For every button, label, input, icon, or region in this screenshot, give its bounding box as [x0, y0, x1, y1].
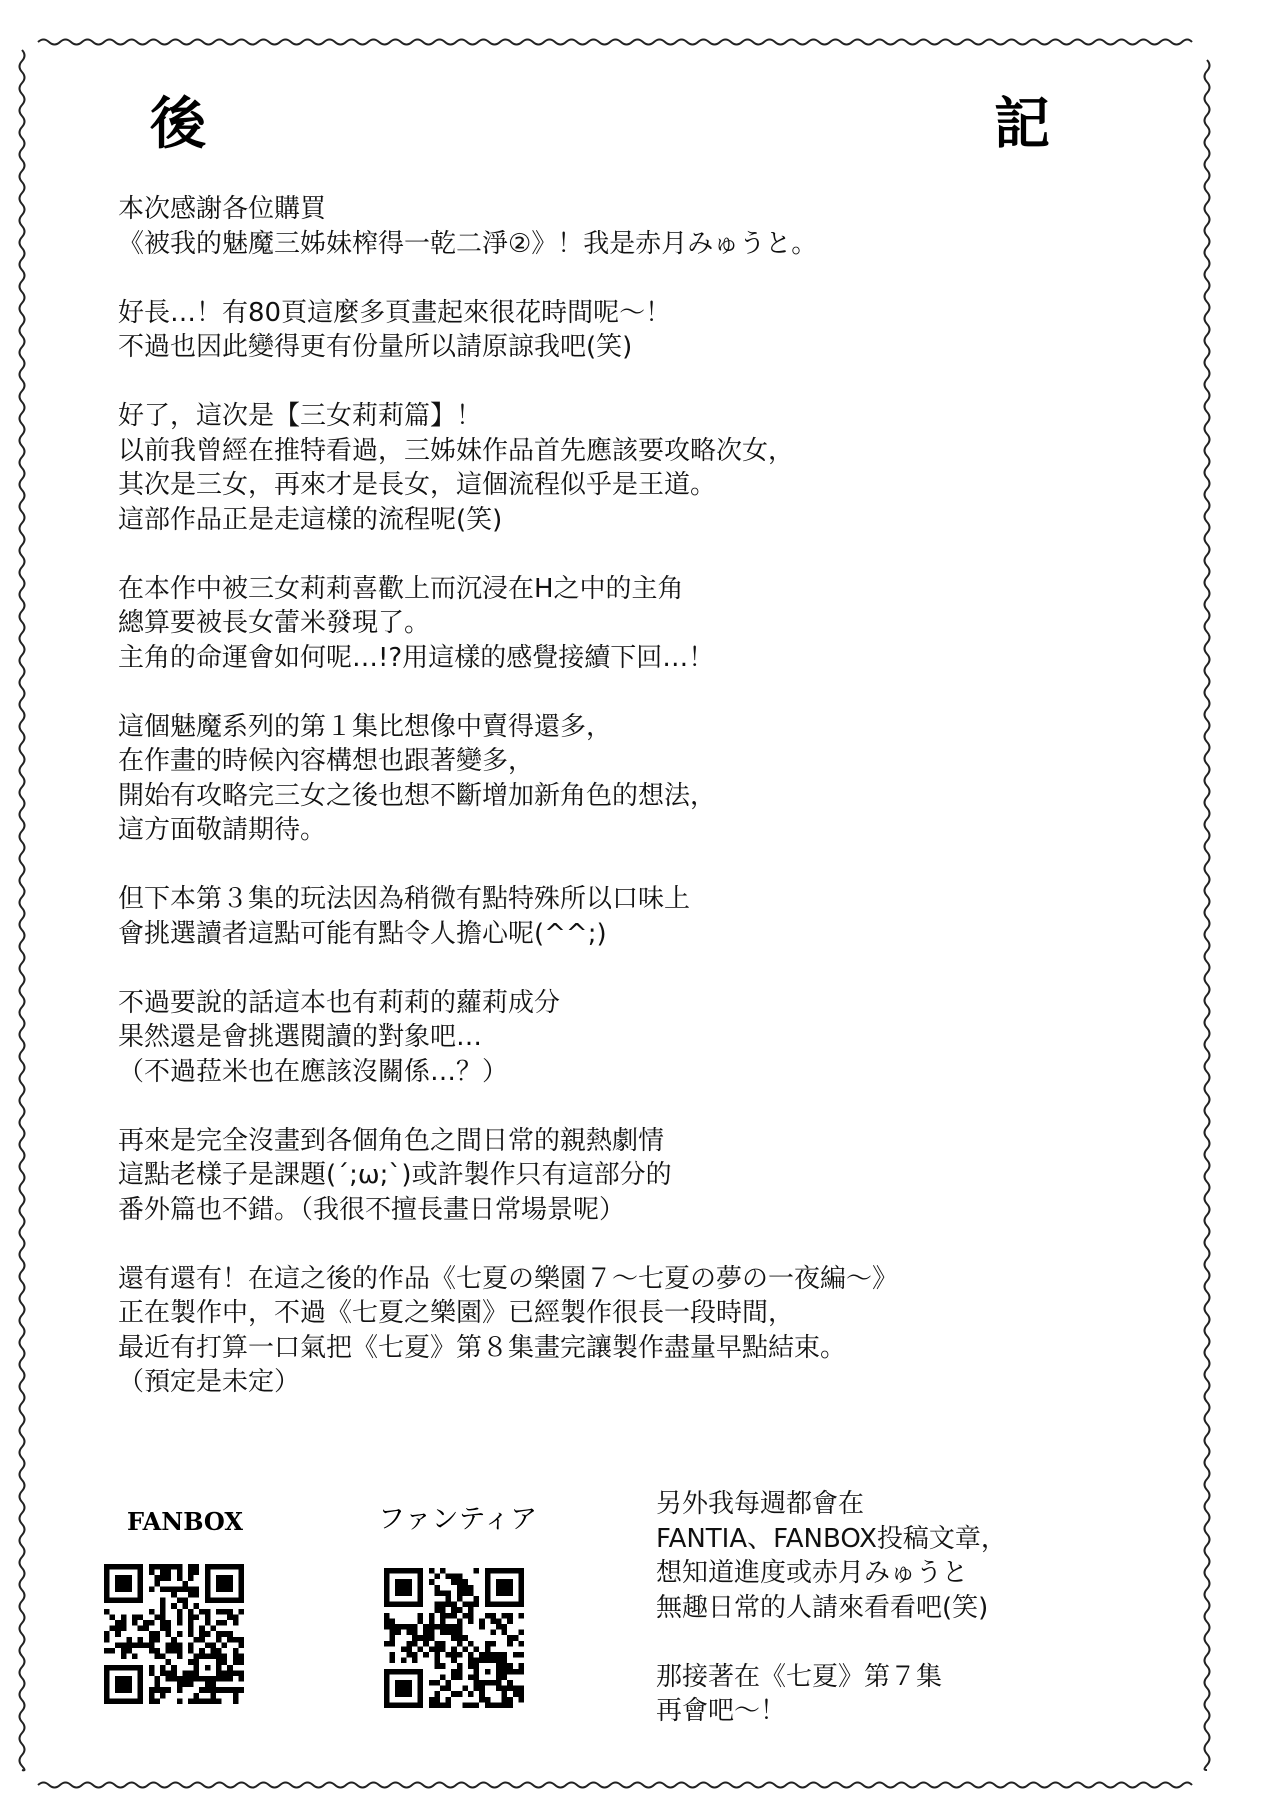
wavy-border-top: [38, 40, 1192, 45]
paragraph: [118, 710, 1118, 848]
side-note-paragraph: [656, 1487, 1116, 1625]
paragraph: [118, 986, 1118, 1090]
text-line: FANTIA、FANBOX投稿文章，: [656, 1523, 1007, 1554]
text-line: 開始有攻略完三女之後也想不斷增加新角色的想法，: [118, 780, 717, 811]
fanbox-label: FANBOX: [127, 1507, 244, 1536]
text-line: 這部作品正是走這樣的流程呢(笑): [118, 504, 503, 535]
text-line: （不過菈米也在應該沒關係…？）: [118, 1056, 509, 1087]
side-note-paragraph: [656, 1660, 1116, 1729]
wavy-border-right: [1205, 60, 1210, 1770]
text-line: 想知道進度或赤月みゅうと: [656, 1558, 969, 1588]
text-line: 再會吧～！: [656, 1696, 787, 1726]
text-line: 主角的命運會如何呢…!?用這樣的感覺接續下回…！: [118, 642, 715, 673]
text-line: 那接著在《七夏》第７集: [656, 1661, 943, 1692]
wavy-border-left: [20, 50, 25, 1770]
title-left-char: 後: [150, 91, 206, 157]
text-line: 好了，這次是【三女莉莉篇】！: [118, 401, 483, 431]
text-line: 不過要說的話這本也有莉莉的蘿莉成分: [118, 987, 561, 1018]
afterword-body: [118, 192, 1118, 1434]
text-line: 本次感謝各位購買: [118, 194, 327, 224]
text-line: 但下本第３集的玩法因為稍微有點特殊所以口味上: [118, 884, 691, 914]
text-line: 在本作中被三女莉莉喜歡上而沉浸在H之中的主角: [118, 573, 684, 604]
text-line: 《被我的魅魔三姊妹榨得一乾二淨②》！我是赤月みゅうと。: [118, 228, 818, 259]
text-line: 正在製作中，不過《七夏之樂園》已經製作很長一段時間，: [118, 1298, 795, 1328]
text-line: 會挑選讀者這點可能有點令人擔心呢(^^;): [118, 918, 607, 949]
text-line: 這個魅魔系列的第１集比想像中賣得還多，: [118, 711, 613, 742]
text-line: 不過也因此變得更有份量所以請原諒我吧(笑): [118, 332, 633, 362]
text-line: 這方面敬請期待。: [118, 815, 327, 845]
wavy-border-bottom: [38, 1783, 1192, 1788]
paragraph: [118, 192, 1118, 261]
paragraph: [118, 882, 1118, 951]
title-right-char: 記: [994, 91, 1050, 157]
fantia-qr-code[interactable]: [384, 1568, 524, 1708]
text-line: 總算要被長女蕾米發現了。: [118, 608, 431, 638]
text-line: 在作畫的時候內容構想也跟著變多，: [118, 746, 535, 776]
fanbox-qr-code[interactable]: [104, 1564, 244, 1704]
side-note: [656, 1487, 1116, 1763]
fantia-label: ファンティア: [378, 1504, 538, 1535]
text-line: 再來是完全沒畫到各個角色之間日常的親熱劇情: [118, 1125, 665, 1156]
text-line: 最近有打算一口氣把《七夏》第８集畫完讓製作盡量早點結束。: [118, 1332, 847, 1363]
paragraph: [118, 1262, 1118, 1400]
text-line: 好長…！有80頁這麼多頁畫起來很花時間呢～！: [118, 297, 672, 328]
text-line: （預定是未定）: [118, 1367, 301, 1397]
paragraph: [118, 1124, 1118, 1228]
text-line: 還有還有！在這之後的作品《七夏の樂園７～七夏の夢の一夜編～》: [118, 1263, 899, 1294]
paragraph: [118, 296, 1118, 365]
text-line: 其次是三女，再來才是長女，這個流程似乎是王道。: [118, 470, 717, 500]
text-line: 果然還是會挑選閱讀的對象吧…: [118, 1022, 483, 1052]
text-line: 無趣日常的人請來看看吧(笑): [656, 1592, 989, 1623]
text-line: 另外我每週都會在: [656, 1489, 865, 1519]
text-line: 番外篇也不錯。（我很不擅長畫日常場景呢）: [118, 1194, 626, 1225]
text-line: 這點老樣子是課題(´;ω;`)或許製作只有這部分的: [118, 1160, 672, 1190]
paragraph: [118, 572, 1118, 676]
paragraph: [118, 399, 1118, 537]
text-line: 以前我曾經在推特看過，三姊妹作品首先應該要攻略次女，: [118, 435, 795, 466]
